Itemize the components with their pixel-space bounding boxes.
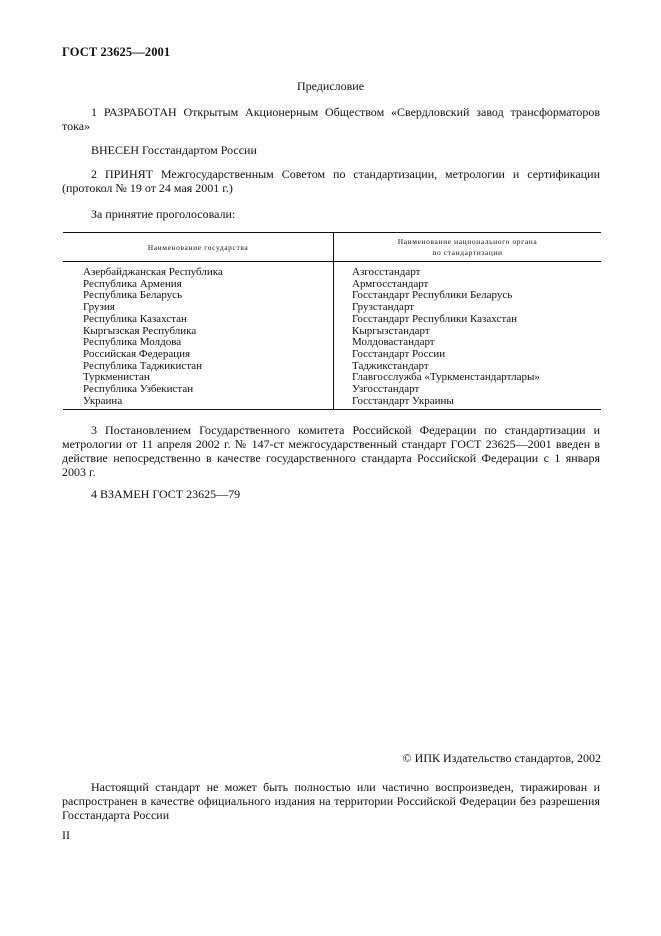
national-body-cell: Главгосслужба «Туркменстандартлары»	[352, 371, 540, 384]
table-row	[63, 396, 601, 410]
page-number: II	[62, 828, 70, 842]
table-row	[63, 262, 601, 279]
page-title: Предисловие	[296, 79, 365, 93]
adopted-paragraph: 2 ПРИНЯТ Межгосударственным Советом по стандартизации, метрологии и сертификации (протокол № 19 от 24 мая 2001 г.)	[62, 167, 600, 195]
national-body-cell: Госстандарт Республики Беларусь	[352, 289, 513, 302]
state-name-cell: Кыргызская Республика	[63, 326, 334, 338]
state-name-cell: Грузия	[63, 302, 334, 314]
state-name-cell: Республика Армения	[63, 279, 334, 291]
state-name-cell: Республика Молдова	[63, 337, 334, 349]
reproduction-notice: Настоящий стандарт не может быть полностью или частично воспроизведен, тиражирован и распространен в качестве официального издания на территории Российской Федерации без разрешения Госстандарта России	[62, 780, 600, 822]
copyright-line: © ИПК Издательство стандартов, 2002	[402, 751, 601, 765]
state-name-cell: Российская Федерация	[63, 349, 334, 361]
voted-intro: За принятие проголосовали:	[91, 207, 236, 221]
national-body-cell: Госстандарт Украины	[334, 396, 602, 410]
introduced-paragraph: ВНЕСЕН Госстандартом России	[91, 143, 257, 157]
national-body-cell: Азгосстандарт	[352, 266, 421, 278]
national-body-cell: Госстандарт России	[352, 347, 446, 360]
developed-paragraph: 1 РАЗРАБОТАН Открытым Акционерным Обществом «Свердловский завод трансформаторов тока»	[62, 105, 600, 133]
state-name-cell: Республика Казахстан	[63, 314, 334, 326]
state-name-cell: Туркменистан	[63, 372, 334, 384]
national-body-cell: Госстандарт Республики Казахстан	[352, 312, 518, 325]
national-body-cell: Узгосстандарт	[352, 383, 420, 396]
state-name-cell: Азербайджанская Республика	[63, 262, 334, 279]
table-row	[63, 384, 601, 396]
state-name-cell: Республика Узбекистан	[63, 384, 334, 396]
national-body-cell: Грузстандарт	[352, 301, 415, 314]
state-name-cell: Республика Таджикистан	[63, 361, 334, 373]
header-national-body	[334, 233, 602, 262]
national-body-cell: Молдовастандарт	[352, 336, 435, 349]
national-body-cell: Таджикстандарт	[352, 359, 429, 372]
enacted-paragraph: 3 Постановлением Государственного комитета Российской Федерации по стандартизации и метрологии от 11 апреля 2002 г. № 147-ст межгосударственный стандарт ГОСТ 23625—2001 введен в действие непосредственно в качестве государственного стандарта Российской Федерации с 1 января 2003 г.	[62, 423, 600, 479]
national-body-cell: Армгосстандарт	[352, 277, 429, 290]
header-body-line2: по стандартизации	[432, 248, 503, 257]
table-row	[63, 314, 601, 326]
table-header-row	[63, 233, 601, 262]
state-name-cell: Украина	[63, 396, 334, 410]
national-body-cell: Кыргызстандарт	[352, 324, 430, 337]
replaces-paragraph: 4 ВЗАМЕН ГОСТ 23625—79	[91, 487, 241, 501]
member-states-table	[63, 232, 601, 410]
header-state: Наименование государства	[63, 233, 334, 262]
table-row	[63, 349, 601, 361]
standard-id-header: ГОСТ 23625—2001	[62, 45, 171, 59]
table-body	[63, 262, 601, 410]
table-row	[63, 290, 601, 302]
header-body-line1: Наименование национального органа	[397, 237, 538, 246]
state-name-cell: Республика Беларусь	[63, 290, 334, 302]
